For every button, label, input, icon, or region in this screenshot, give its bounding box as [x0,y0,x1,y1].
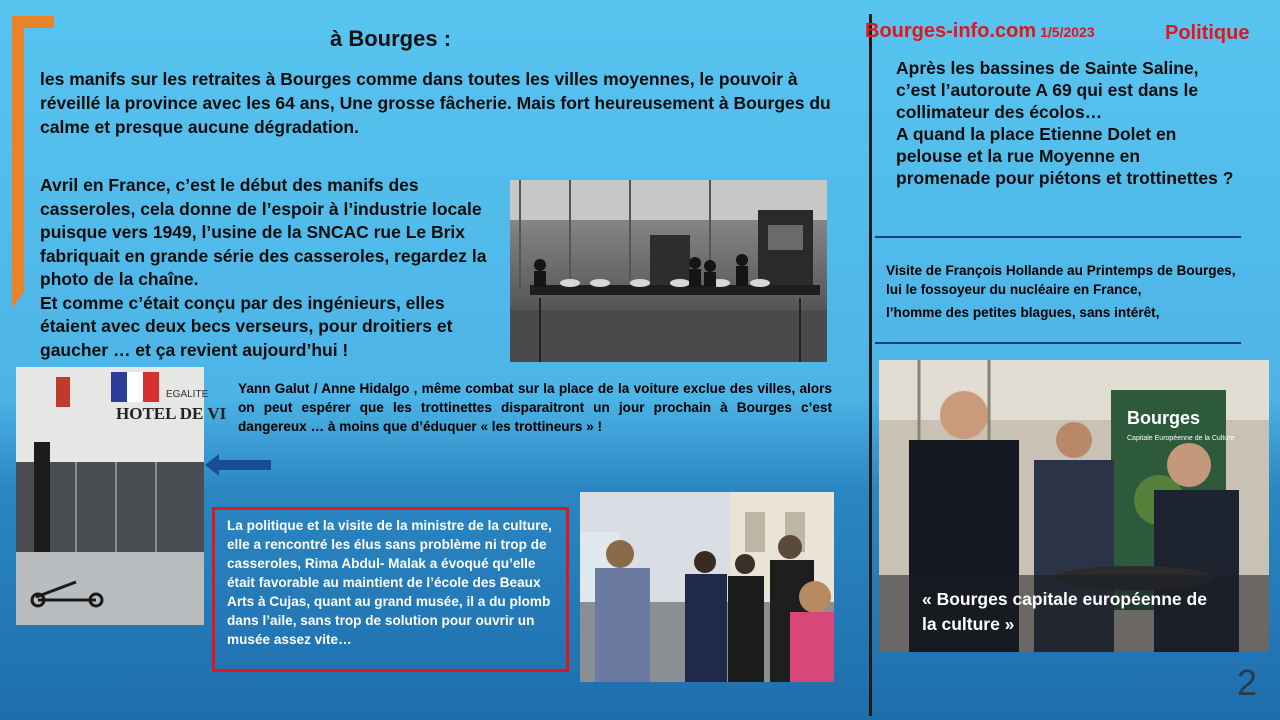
section-label: Politique [1165,22,1250,44]
trottinettes-paragraph: Yann Galut / Anne Hidalgo , même combat sur la place de la voiture exclue des villes, alors on peut espérer que les trottinettes disparaitront un jour prochain à Bourges c’est dangereux … à moins que d’éduquer « les trottineurs » ! [238,381,832,434]
hotel-motto: EGALITE [166,389,209,400]
bourges-capitale-caption: « Bourges capitale européenne de la culture » [922,589,1207,634]
column-divider [869,14,872,716]
divider-line-2 [875,342,1241,344]
hollande-paragraph: Visite de François Hollande au Printemps de Bourges, lui le fossoyeur du nucléaire en France, [886,263,1236,297]
hollande-remark: l’homme des petites blagues, sans intérêt, [886,305,1160,320]
casseroles-text-2: Et comme c’était conçu par des ingénieurs, elles étaient avec deux becs verseurs, pour droitiers et gaucher … et ça revient aujourd’hui ! [40,292,453,360]
publication-date: 1/5/2023 [1040,24,1095,40]
intro-paragraph: les manifs sur les retraites à Bourges comme dans toutes les villes moyennes, le pouvoir à réveillé la province avec les 64 ans, Une grosse fâcherie. Mais fort heureusement à Bourges du calme et presque aucune dégradation. [40,69,831,137]
poster-title: Bourges [1127,408,1201,428]
hotel-de-ville-photo [16,367,227,625]
page-number: 2 [1237,662,1258,703]
divider-line [875,236,1241,238]
casseroles-text-1: Avril en France, c’est le début des manifs des casseroles, cela donne de l’espoir à l’industrie locale puisque vers 1949, l’usine de la SNCAC rue Le Brix fabriquait en grande série des casseroles, regardez la photo de la chaîne. [40,175,487,289]
casseroles-paragraph [40,174,500,362]
ecolos-text-2: A quand la place Etienne Dolet en pelouse et la rue Moyenne en promenade pour piétons et trottinettes ? [896,124,1234,188]
ecolos-paragraph [896,57,1236,189]
site-name: Bourges-info.com [865,20,1037,42]
ministre-visit-photo [580,492,834,682]
left-arrow-icon [205,452,275,478]
site-header [865,20,1095,43]
poster-subtitle: Capitale Européenne de la Culture [1127,435,1235,442]
ecolos-text-1: Après les bassines de Sainte Saline, c’est l’autoroute A 69 qui est dans le collimateur des écolos… [896,58,1199,122]
factory-photo [510,180,827,362]
ministre-textbox: La politique et la visite de la ministre de la culture, elle a rencontré les élus sans problème ni trop de casseroles, Rima Abdul- Malak a évoqué qu’elle était favorable au maintient de l’école des Beaux Arts à Cujas, quant au grand musée, il a du plomb dans l’aile, sans trop de solution pour ouvrir un musée assez vite… [212,507,569,672]
hotel-sign: HOTEL DE VI [116,404,227,423]
slide-title: à Bourges : [330,26,452,51]
